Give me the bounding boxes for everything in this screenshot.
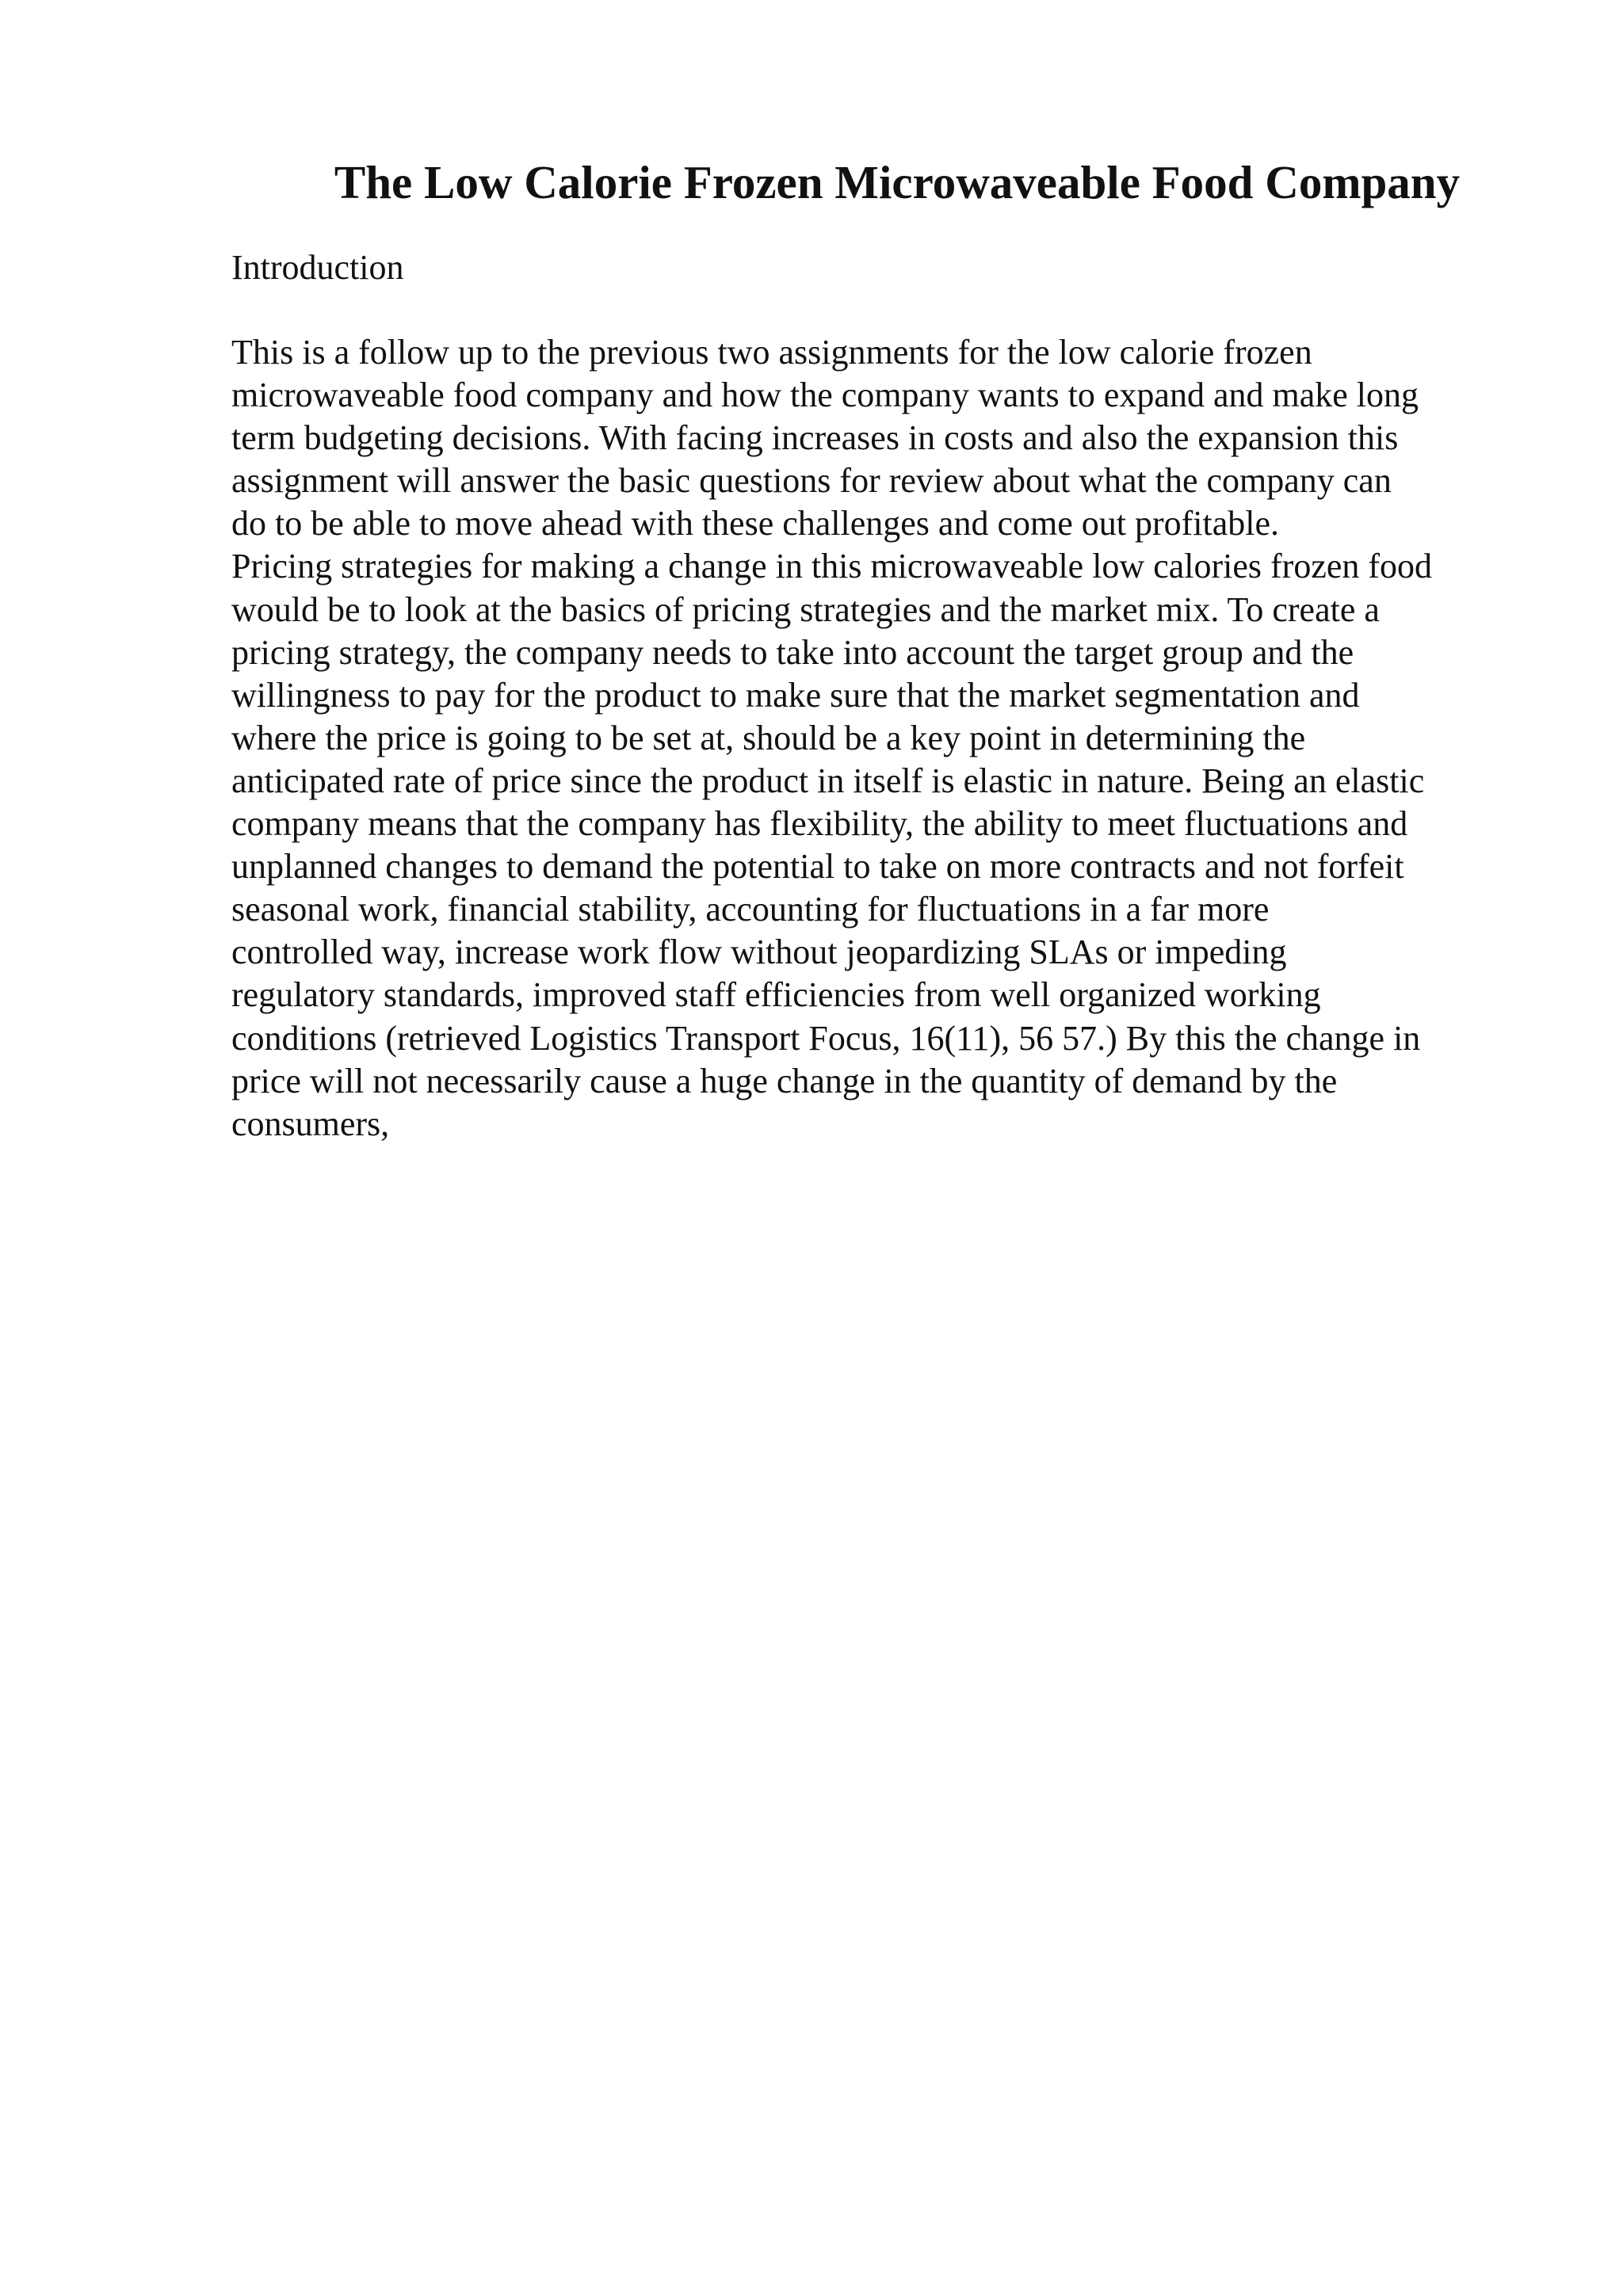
paragraph-line: Pricing strategies for making a change in this microwaveable low calories frozen food [231, 547, 1433, 586]
paragraph-line: controlled way, increase work flow without jeopardizing SLAs or impeding [231, 933, 1287, 972]
paragraph-line: This is a follow up to the previous two assignments for the low calorie frozen [231, 333, 1312, 372]
paragraph-line: unplanned changes to demand the potential to take on more contracts and not forfeit [231, 847, 1404, 887]
document-title: The Low Calorie Frozen Microwaveable Food Company [334, 156, 1461, 208]
paragraph-line: consumers, [231, 1104, 390, 1143]
paragraph-line: pricing strategy, the company needs to take into account the target group and the [231, 632, 1354, 672]
paragraph-line: conditions (retrieved Logistics Transport Focus, 16(11), 56 57.) By this the change in [231, 1018, 1421, 1058]
paragraph-line: where the price is going to be set at, should be a key point in determining the [231, 718, 1306, 757]
paragraph-line: do to be able to move ahead with these challenges and come out profitable. [231, 504, 1279, 543]
paragraph-line: willingness to pay for the product to make sure that the market segmentation and [231, 675, 1360, 715]
paragraph-line: seasonal work, financial stability, accounting for fluctuations in a far more [231, 890, 1270, 929]
section-heading-introduction: Introduction [231, 248, 404, 287]
paragraph-line: regulatory standards, improved staff efficiencies from well organized working [231, 975, 1321, 1015]
paragraph-line: company means that the company has flexibility, the ability to meet fluctuations and [231, 804, 1408, 844]
paragraph-line: would be to look at the basics of pricing strategies and the market mix. To create a [231, 589, 1380, 629]
paragraph-line: term budgeting decisions. With facing increases in costs and also the expansion this [231, 418, 1399, 458]
paragraph-line: price will not necessarily cause a huge change in the quantity of demand by the [231, 1061, 1338, 1100]
introduction-paragraph [231, 331, 1594, 1146]
paragraph-line: assignment will answer the basic questions for review about what the company can [231, 461, 1392, 501]
paragraph-line: anticipated rate of price since the product in itself is elastic in nature. Being an elastic [231, 761, 1425, 800]
paragraph-line: microwaveable food company and how the company wants to expand and make long [231, 376, 1419, 415]
